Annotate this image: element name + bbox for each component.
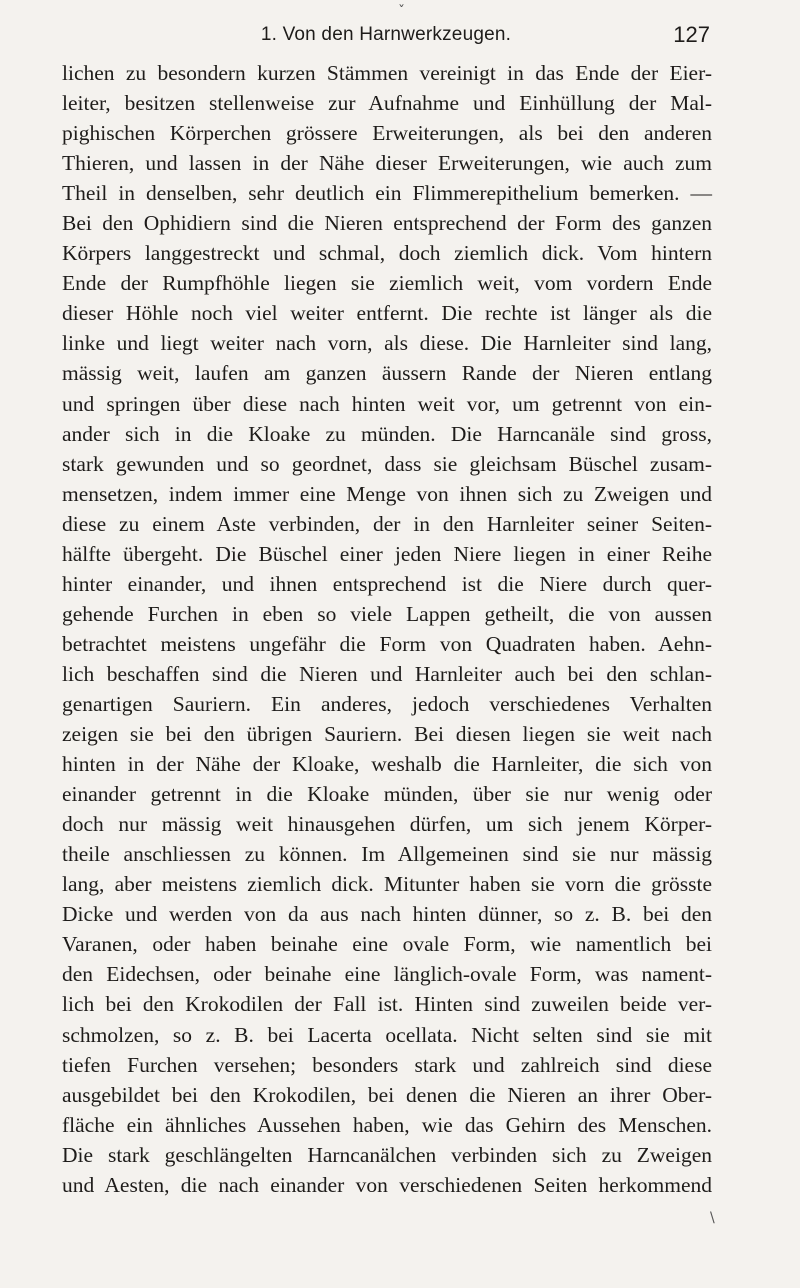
text-line: Bei den Ophidiern sind die Nieren entsprechend der Form des ganzen [62,211,712,236]
text-line: pighischen Körperchen grössere Erweiterungen, als bei den anderen [62,121,712,146]
page-number: 127 [673,22,710,47]
text-line: den Eidechsen, oder beinahe eine länglich-ovale Form, was nament- [62,962,712,987]
text-line: ander sich in die Kloake zu münden. Die Harncanäle sind gross, [62,421,712,446]
bottom-mark: \ [710,1210,715,1226]
text-line: Varanen, oder haben beinahe eine ovale Form, wie namentlich bei [62,932,712,957]
text-line: mensetzen, indem immer eine Menge von ihnen sich zu Zweigen und [62,481,712,506]
text-line: fläche ein ähnliches Aussehen haben, wie das Gehirn des Menschen. [62,1112,712,1137]
running-head [62,22,710,54]
text-line: diese zu einem Aste verbinden, der in den Harnleiter seiner Seiten- [62,511,712,536]
text-line: einander getrennt in die Kloake münden, über sie nur wenig oder [62,782,712,807]
text-line: Thieren, und lassen in der Nähe dieser Erweiterungen, wie auch zum [62,151,712,176]
chapter-title: 1. Von den Harnwerkzeugen. [260,24,512,45]
text-line: hinten in der Nähe der Kloake, weshalb die Harnleiter, die sich von [62,752,712,777]
text-line: betrachtet meistens ungefähr die Form von Quadraten haben. Aehn- [62,631,712,656]
text-line: Dicke und werden von da aus nach hinten dünner, so z. B. bei den [62,902,712,927]
text-line: lich beschaffen sind die Nieren und Harnleiter auch bei den schlan- [62,661,712,686]
text-line: und springen über diese nach hinten weit vor, um getrennt von ein- [62,391,712,416]
text-line: hinter einander, und ihnen entsprechend ist die Niere durch quer- [62,571,712,596]
text-line: schmolzen, so z. B. bei Lacerta ocellata. Nicht selten sind sie mit [62,1022,712,1047]
text-line: Theil in denselben, sehr deutlich ein Flimmerepithelium bemerken. — [62,181,712,206]
text-line: theile anschliessen zu können. Im Allgemeinen sind sie nur mässig [62,842,712,867]
body-text [62,58,712,1200]
text-line: gehende Furchen in eben so viele Lappen getheilt, die von aussen [62,601,712,626]
text-line: mässig weit, laufen am ganzen äussern Rande der Nieren entlang [62,361,712,386]
text-line: Die stark geschlängelten Harncanälchen verbinden sich zu Zweigen [62,1142,712,1167]
text-line: zeigen sie bei den übrigen Sauriern. Bei diesen liegen sie weit nach [62,722,712,747]
text-line: Ende der Rumpfhöhle liegen sie ziemlich weit, vom vordern Ende [62,271,712,296]
text-line: stark gewunden und so geordnet, dass sie gleichsam Büschel zusam- [62,451,712,476]
text-line: tiefen Furchen versehen; besonders stark und zahlreich sind diese [62,1052,712,1077]
text-line: hälfte übergeht. Die Büschel einer jeden Niere liegen in einer Reihe [62,541,712,566]
text-line: lichen zu besondern kurzen Stämmen vereinigt in das Ende der Eier- [62,61,712,85]
text-line: lang, aber meistens ziemlich dick. Mitunter haben sie vorn die grösste [62,872,712,897]
text-line: Körpers langgestreckt und schmal, doch ziemlich dick. Vom hintern [62,241,712,266]
top-mark: ˇ [398,4,405,20]
text-line: ausgebildet bei den Krokodilen, bei denen die Nieren an ihrer Ober- [62,1082,712,1107]
text-line: dieser Höhle noch viel weiter entfernt. Die rechte ist länger als die [62,301,712,326]
text-line: lich bei den Krokodilen der Fall ist. Hinten sind zuweilen beide ver- [62,992,712,1017]
text-line: und Aesten, die nach einander von verschiedenen Seiten herkommend [62,1172,712,1197]
text-line: doch nur mässig weit hinausgehen dürfen, um sich jenem Körper- [62,812,712,837]
text-line: genartigen Sauriern. Ein anderes, jedoch verschiedenes Verhalten [62,691,712,716]
text-line: linke und liegt weiter nach vorn, als diese. Die Harnleiter sind lang, [62,331,712,356]
text-line: leiter, besitzen stellenweise zur Aufnahme und Einhüllung der Mal- [62,91,712,116]
